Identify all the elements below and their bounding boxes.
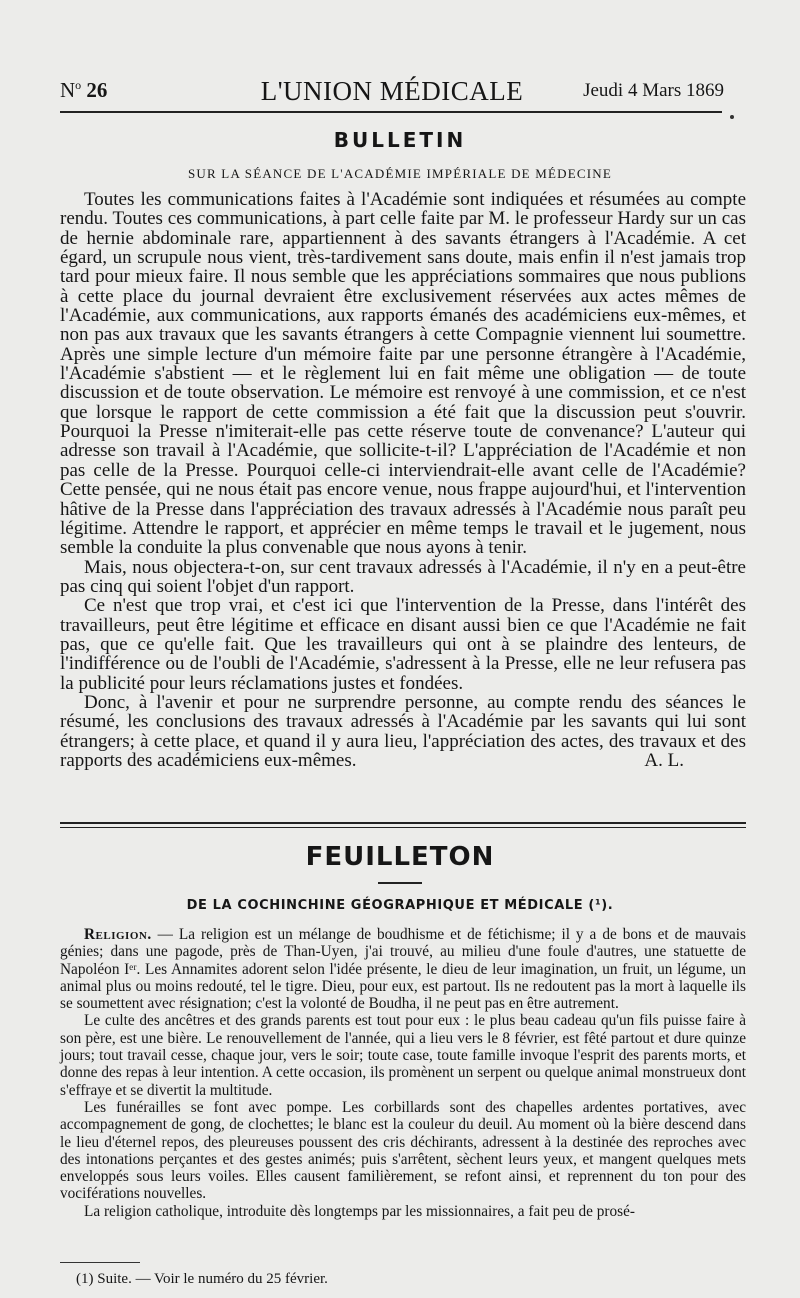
feuilleton-subtitle: DE LA COCHINCHINE GÉOGRAPHIQUE ET MÉDICALE (¹).: [186, 898, 614, 913]
bulletin-paragraph: Ce n'est que trop vrai, et c'est ici que l'intervention de la Presse, dans l'intérêt des travailleurs, peut être légitime et efficace en disant aussi bien ce que l'Académie ne fait pas, que ce qu'elle fait. Que les travailleurs qui ont à se plaindre des lenteurs, de l'indifférence ou de l'oubli de l'Académie, s'adressent à la Presse, elle ne leur refusera pas la publicité pour leurs réclamations justes et fondées.: [60, 595, 746, 694]
feuilleton-paragraph: La religion catholique, introduite dès longtemps par les missionnaires, a fait peu de prosé-: [84, 1202, 635, 1220]
bulletin-paragraph: Mais, nous objectera-t-on, sur cent travaux adressés à l'Académie, il n'y en a peut-être pas cinq qui soient l'objet d'un rapport.: [60, 556, 746, 597]
newspaper-title: L'UNION MÉDICALE: [260, 76, 524, 106]
paragraph-lead: Religion.: [84, 926, 152, 943]
feuilleton-paragraph: Les funérailles se font avec pompe. Les corbillards sont des chapelles ardentes portatives, avec accompagnement de gong, de clochettes; le blanc est la couleur du deuil. Au moment où la bière descend dans le lieu d'éternel repos, des pleureuses poussent des cris déchirants, adressent à la destinée des reproches avec des intonations perçantes et des gestes animés; puis s'arrêtent, sèchent leurs yeux, et mangent quelques mets enveloppés sous leurs voiles. Elles causent familièrement, se refont ainsi, et reprennent du ton pour des vociférations nouvelles.: [60, 1098, 746, 1203]
feuilleton-paragraph: Le culte des ancêtres et des grands parents est tout pour eux : le plus beau cadeau qu'un fils puisse faire à son père, est une bière. Le renouvellement de l'année, qui a lieu vers le 8 février, est fêté partout et dure quinze jours; tout travail cesse, chaque jour, vers le soir; toute case, toute famille invoque l'esprit des parents morts, et donne des repas à leur intention. A cette occasion, ils promènent un serpent ou quelque animal monstrueux dont s'effraye et se divertit la multitude.: [60, 1012, 746, 1099]
signature: A. L.: [644, 749, 684, 771]
bulletin-paragraph: Toutes les communications faites à l'Académie sont indiquées et résumées au compte rendu. Toutes ces communications, à part celle faite par M. le professeur Hardy sur un cas de hernie abdominale rare, appartiennent à des savants étrangers à l'Académie. A cet égard, un scrupule nous vient, très-tardivement sans doute, mais enfin il n'est jamais trop tard pour mieux faire. Il nous semble que les appréciations sommaires que nous publions à cette place du journal devraient être exclusivement réservées aux actes mêmes de l'Académie, aux communications, aux rapports émanés des académiciens eux-mêmes, et non pas aux travaux que les savants étrangers à cette Compagnie viennent lui soumettre. Après une simple lecture d'un mémoire faite par une personne étrangère à l'Académie, l'Académie s'abstient — et le règlement lui en fait même une obligation — de toute discussion et de toute observation. Le mémoire est renvoyé à une commission, et ce n'est que lorsque le rapport de cette commission a été fait que la discussion peut s'ouvrir. Pourquoi la Presse n'imiterait-elle pas cette réserve toute de convenance? L'auteur qui adresse son travail à l'Académie, que sollicite-t-il? L'appréciation de l'Académie et non pas celle de la Presse. Pourquoi celle-ci interviendrait-elle avant celle de l'Académie? Cette pensée, qui ne nous était pas encore venue, nous frappe aujourd'hui, et l'intervention hâtive de la Presse dans l'appréciation des travaux adressés à l'Académie nous paraît peu légitime. Attendre le rapport, et apprécier en même temps le travail et le jugement, nous semble la conduite la plus convenable que nous ayons à tenir.: [60, 189, 746, 559]
title-rule: [378, 882, 422, 884]
feuilleton-paragraph: Religion. — La religion est un mélange de boudhisme et de fétichisme; il y a de bons et de mauvais génies; dans une pagode, près de Than-Uyen, j'ai trouvé, au milieu d'une foule d'autres, une statuette de Napoléon Iᵉʳ. Les Annamites adorent selon l'idée présente, le dieu de leur imagination, un fruit, un légume, un animal plus ou moins redouté, tel le tigre. Dieu, pour eux, est partout. Ils ne redoutent pas la mort à laquelle ils se soumettent avec résignation; c'est la volonté de Boudha, il ne peut pas en être autrement.: [60, 926, 746, 1013]
footnote: (1) Suite. — Voir le numéro du 25 février.: [76, 1271, 328, 1287]
masthead: [60, 76, 724, 106]
header-rule: [60, 111, 722, 113]
feuilleton-body: [60, 926, 746, 1220]
issue-date: Jeudi 4 Mars 1869: [583, 80, 724, 101]
bulletin-subtitle: SUR LA SÉANCE DE L'ACADÉMIE IMPÉRIALE DE MÉDECINE: [187, 166, 613, 181]
issue-number: $N^o$ 26: [60, 78, 108, 102]
feuilleton-title: FEUILLETON: [305, 842, 495, 872]
bulletin-body: [60, 190, 746, 770]
bulletin-title: BULLETIN: [333, 128, 467, 152]
bulletin-paragraph: Donc, à l'avenir et pour ne surprendre personne, au compte rendu des séances le résumé, les conclusions des travaux adressés à l'Académie par les savants qui lui sont étrangers; à cette place, et quand il y aura lieu, l'appréciation des actes, des travaux et des rapports des académiciens eux-mêmes. A. L.: [60, 691, 746, 771]
rule-ornament: [730, 115, 734, 119]
section-divider: [60, 822, 746, 828]
footnote-rule: [60, 1262, 140, 1263]
